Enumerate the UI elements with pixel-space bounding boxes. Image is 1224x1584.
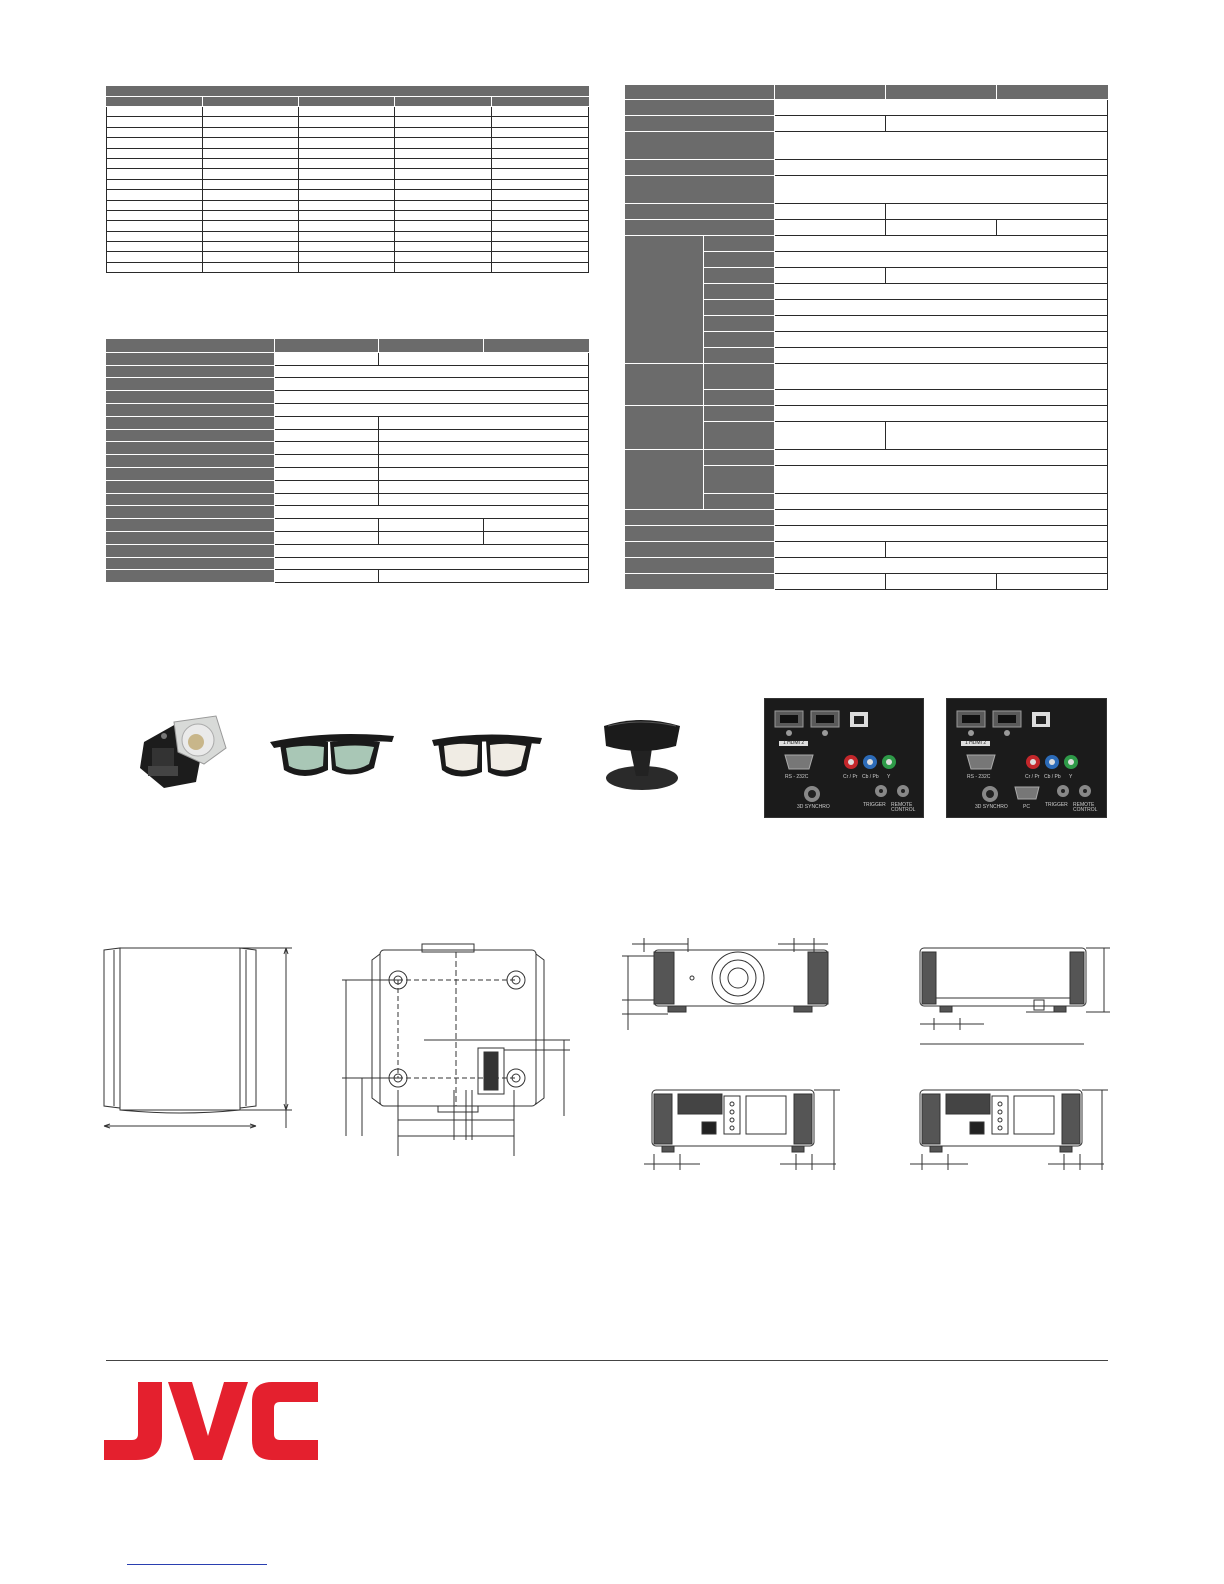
table-row xyxy=(107,210,589,220)
trigger-label: TRIGGER xyxy=(1045,802,1068,808)
column-header xyxy=(275,340,379,353)
column-header xyxy=(484,340,589,353)
table-row xyxy=(107,127,589,137)
table-row xyxy=(107,231,589,241)
hdmi-port-icon xyxy=(955,709,1025,739)
column-header xyxy=(997,86,1108,100)
table-row xyxy=(626,406,1108,422)
table-row xyxy=(107,262,589,272)
pc-label: PC xyxy=(1023,804,1030,810)
trigger-remote-ports-icon xyxy=(873,783,913,799)
column-header xyxy=(299,97,395,107)
table-row xyxy=(626,116,1108,132)
table-row xyxy=(107,352,589,365)
cbpb-label: Cb / Pb xyxy=(862,774,879,780)
side-view-drawing xyxy=(914,940,1110,1052)
connector-panel xyxy=(946,698,1107,818)
table-header xyxy=(107,87,395,97)
table-row xyxy=(107,107,589,117)
table-row xyxy=(107,506,589,519)
component-ports-icon xyxy=(1025,753,1079,771)
rs232-port-icon xyxy=(783,753,815,771)
crpr-label: Cr / Pr xyxy=(1025,774,1040,780)
table-row xyxy=(107,531,589,544)
table-row xyxy=(626,450,1108,466)
table-header xyxy=(626,86,775,100)
column-header xyxy=(886,86,997,100)
table-row xyxy=(107,138,589,148)
table-row xyxy=(107,442,589,455)
table-row xyxy=(626,542,1108,558)
table-row xyxy=(107,365,589,378)
table-row xyxy=(107,242,589,252)
rs232-label: RS - 232C xyxy=(967,774,991,780)
column-header xyxy=(775,86,886,100)
spec-table-features xyxy=(106,339,589,583)
trigger-remote-ports-icon xyxy=(1055,783,1095,799)
cbpb-label: Cb / Pb xyxy=(1044,774,1061,780)
rear-view-drawing xyxy=(640,1084,842,1172)
table-row xyxy=(626,176,1108,204)
table-row xyxy=(626,364,1108,390)
column-header xyxy=(203,97,299,107)
jvc-logo xyxy=(104,1382,318,1460)
3d-glasses-icon xyxy=(268,722,396,780)
hdmi-port-icon xyxy=(773,709,843,739)
table-header xyxy=(107,340,275,353)
table-row xyxy=(107,190,589,200)
table-row xyxy=(626,526,1108,542)
table-row xyxy=(107,117,589,127)
table-row xyxy=(107,429,589,442)
top-view-drawing xyxy=(100,940,296,1140)
3d-sync-port-icon xyxy=(981,785,999,803)
table-row xyxy=(626,574,1108,590)
3d-glasses-icon xyxy=(428,718,544,784)
trigger-label: TRIGGER xyxy=(863,802,886,808)
table-row xyxy=(107,158,589,168)
sync-label: 3D SYNCHRO xyxy=(797,804,830,810)
footer-link-underline[interactable] xyxy=(127,1564,267,1565)
connector-panel xyxy=(764,698,924,818)
table-row xyxy=(107,570,589,583)
lan-port-icon xyxy=(849,711,869,731)
table-row xyxy=(107,467,589,480)
table-row xyxy=(626,204,1108,220)
remote-label: REMOTE CONTROL xyxy=(891,802,916,813)
spec-table-specifications xyxy=(625,85,1108,590)
table-row xyxy=(107,200,589,210)
table-row xyxy=(107,221,589,231)
table-row xyxy=(626,558,1108,574)
table-row xyxy=(626,132,1108,160)
3d-sync-port-icon xyxy=(803,785,821,803)
table-row xyxy=(626,220,1108,236)
table-row xyxy=(107,480,589,493)
table-row xyxy=(626,236,1108,252)
table-row xyxy=(107,169,589,179)
column-header xyxy=(395,97,492,107)
rear-view-drawing xyxy=(906,1084,1110,1172)
table-row xyxy=(626,160,1108,176)
y-label: Y xyxy=(1069,774,1073,780)
hdmi-label: 1 HDMI 2 xyxy=(961,741,990,746)
table-row xyxy=(107,493,589,506)
table-row xyxy=(626,100,1108,116)
table-header xyxy=(395,87,589,97)
rs232-port-icon xyxy=(965,753,997,771)
spec-table-signal xyxy=(106,86,589,273)
front-view-drawing xyxy=(618,930,836,1030)
y-label: Y xyxy=(887,774,891,780)
column-header xyxy=(492,97,589,107)
footer-divider xyxy=(106,1360,1108,1361)
table-row xyxy=(107,544,589,557)
table-row xyxy=(107,252,589,262)
table-row xyxy=(107,455,589,468)
table-row xyxy=(626,510,1108,526)
lan-port-icon xyxy=(1031,711,1051,731)
pc-port-icon xyxy=(1013,785,1041,801)
table-row xyxy=(107,148,589,158)
table-row xyxy=(107,391,589,404)
table-row xyxy=(107,557,589,570)
crpr-label: Cr / Pr xyxy=(843,774,858,780)
hdmi-label: 1 HDMI 2 xyxy=(779,741,808,746)
table-row xyxy=(107,519,589,532)
bottom-view-drawing xyxy=(338,940,574,1164)
column-header xyxy=(107,97,203,107)
table-row xyxy=(107,378,589,391)
lamp-unit-icon xyxy=(134,702,230,792)
component-ports-icon xyxy=(843,753,897,771)
table-row xyxy=(107,179,589,189)
sync-label: 3D SYNCHRO xyxy=(975,804,1008,810)
remote-label: REMOTE CONTROL xyxy=(1073,802,1098,813)
3d-emitter-icon xyxy=(596,712,686,794)
table-row xyxy=(107,416,589,429)
column-header xyxy=(379,340,484,353)
table-row xyxy=(107,403,589,416)
rs232-label: RS - 232C xyxy=(785,774,809,780)
